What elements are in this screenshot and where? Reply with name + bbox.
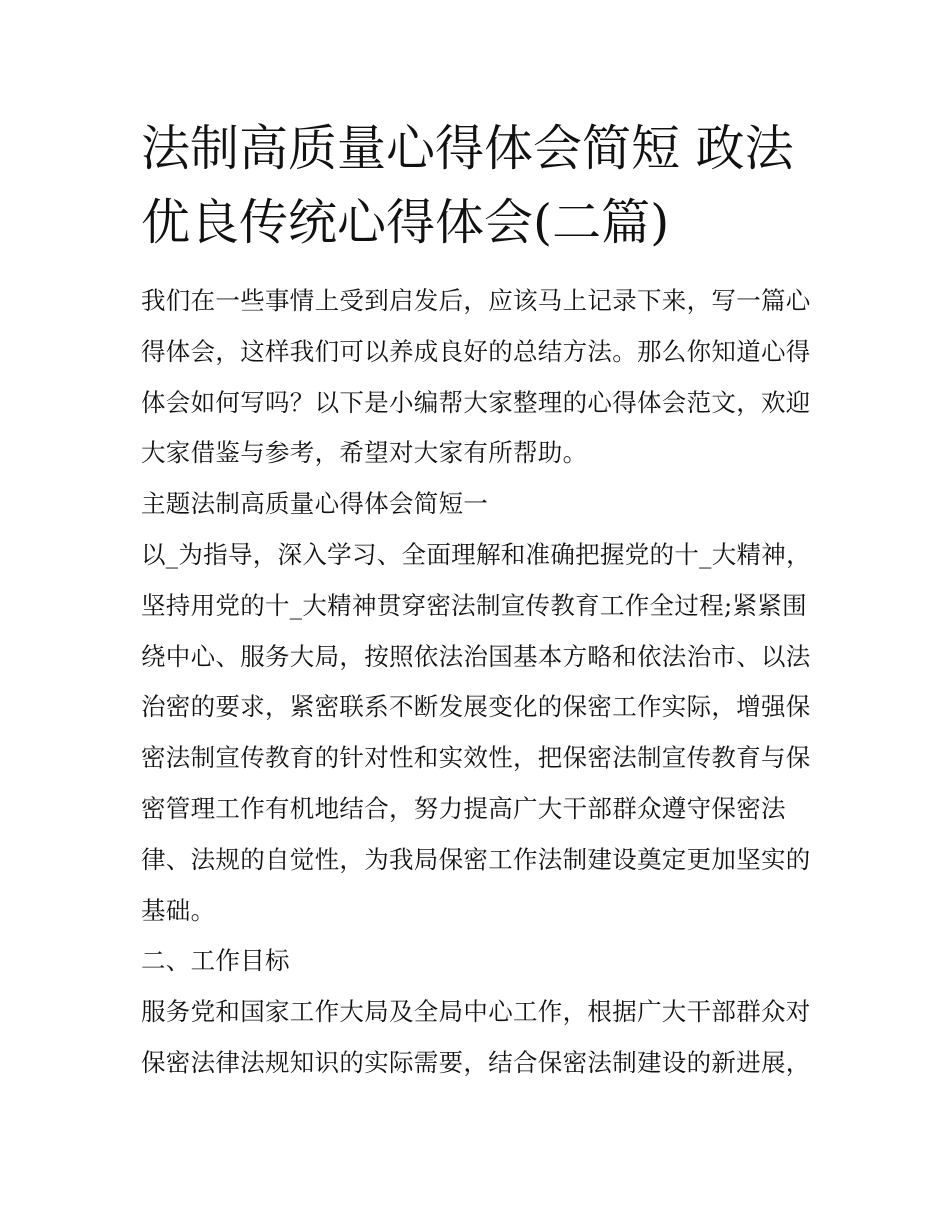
intro-paragraph: 我们在一些事情上受到启发后，应该马上记录下来，写一篇心得体会，这样我们可以养成良好的总结方法。那么你知道心得体会如何写吗？以下是小编帮大家整理的心得体会范文，欢迎大家借鉴与参考，希望对大家有所帮助。	[141, 286, 811, 468]
document-body	[141, 112, 813, 1089]
section-heading-one: 主题法制高质量心得体会简短一	[141, 489, 489, 519]
document-title: 法制高质量心得体会简短 政法优良传统心得体会(二篇)	[141, 120, 794, 251]
section-heading-goals: 二、工作目标	[141, 946, 290, 976]
guiding-paragraph: 以_为指导，深入学习、全面理解和准确把握党的十_大精神，坚持用党的十_大精神贯穿密法制宣传教育工作全过程;紧紧围绕中心、服务大局，按照依法治国基本方略和依法治市、以法治密的要求，紧密联系不断发展变化的保密工作实际，增强保密法制宣传教育的针对性和实效性，把保密法制宣传教育与保密管理工作有机地结合，努力提高广大干部群众遵守保密法律、法规的自觉性，为我局保密工作法制建设奠定更加坚实的基础。	[141, 539, 811, 925]
goals-paragraph: 服务党和国家工作大局及全局中心工作，根据广大干部群众对保密法律法规知识的实际需要，结合保密法制建设的新进展，	[141, 997, 811, 1077]
